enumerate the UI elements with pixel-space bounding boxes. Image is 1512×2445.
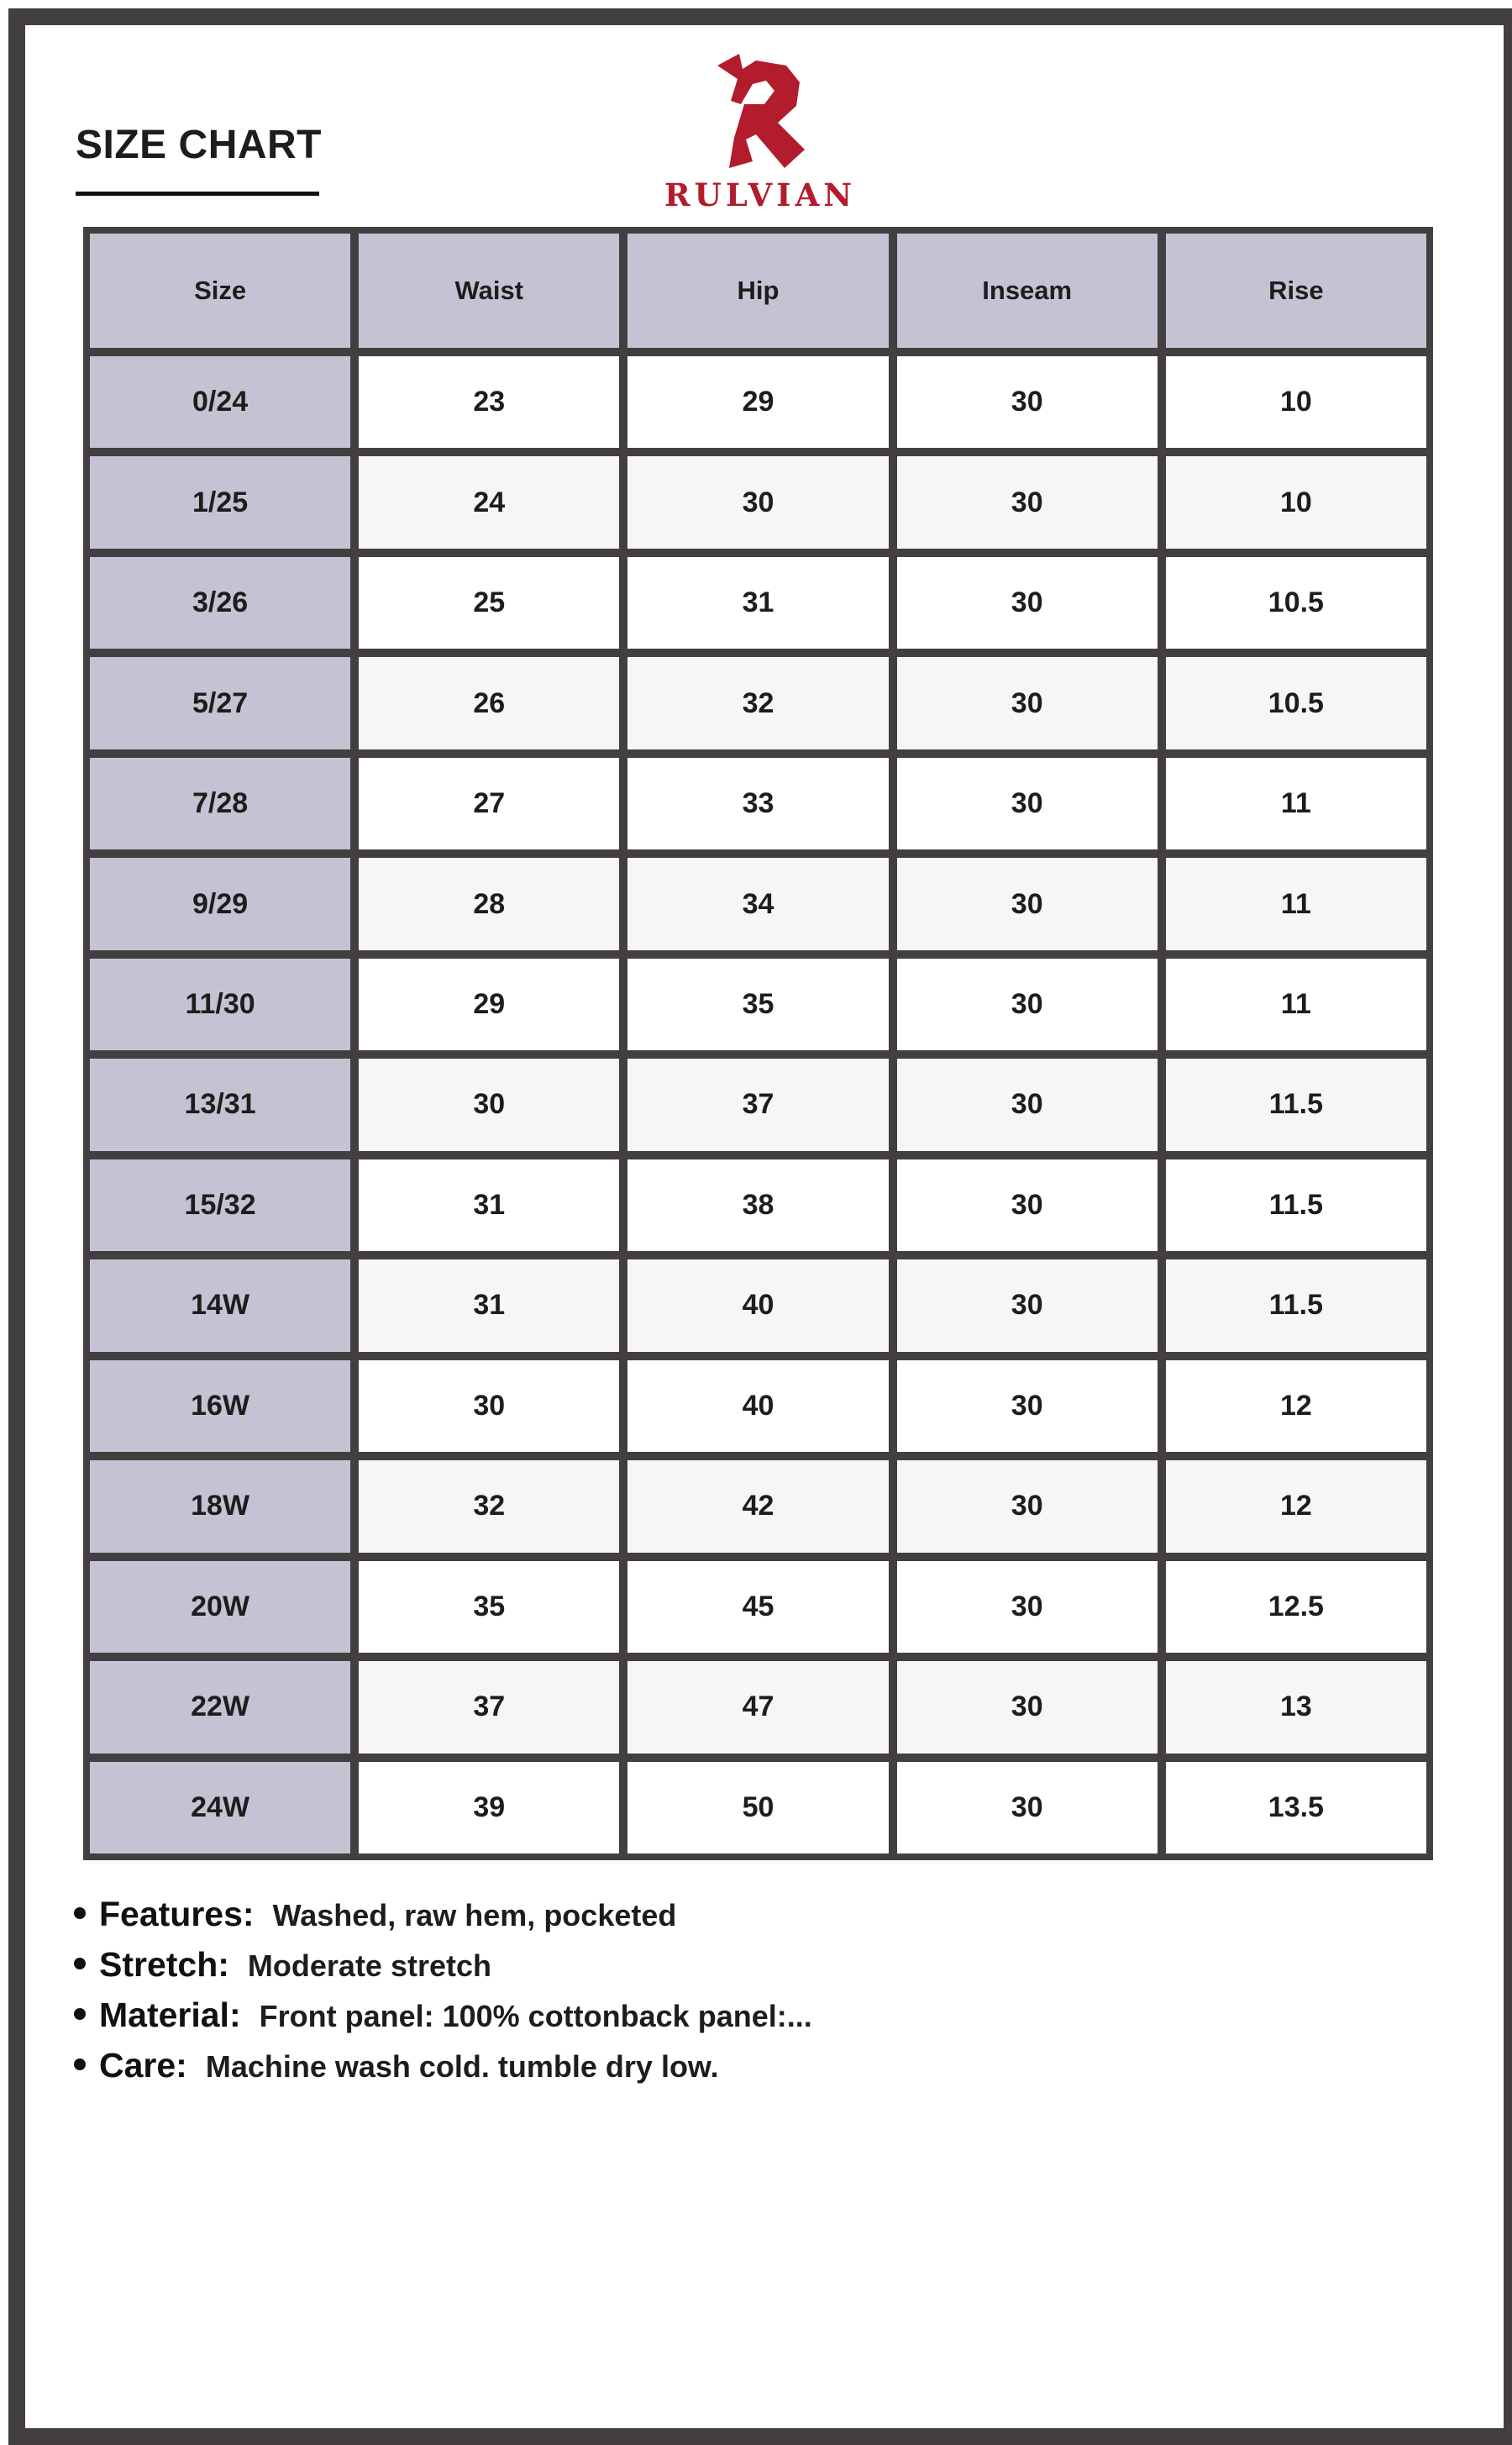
table-cell: 10.5 <box>1166 557 1426 649</box>
table-cell: 38 <box>627 1159 888 1251</box>
table-cell: 26 <box>359 657 619 749</box>
note-label: Features: <box>99 1895 255 1933</box>
size-cell: 13/31 <box>90 1059 350 1150</box>
table-cell: 35 <box>627 959 888 1050</box>
table-cell: 30 <box>359 1059 619 1150</box>
table-cell: 39 <box>359 1762 619 1853</box>
table-cell: 10.5 <box>1166 657 1426 749</box>
table-cell: 30 <box>897 1059 1158 1150</box>
size-cell: 3/26 <box>90 557 350 649</box>
table-cell: 30 <box>897 1159 1158 1251</box>
table-cell: 10 <box>1166 356 1426 448</box>
table-cell: 25 <box>359 557 619 649</box>
size-cell: 5/27 <box>90 657 350 749</box>
table-cell: 47 <box>627 1661 888 1753</box>
table-cell: 33 <box>627 758 888 849</box>
table-cell: 30 <box>897 959 1158 1050</box>
size-cell: 22W <box>90 1661 350 1753</box>
note-value: Machine wash cold. tumble dry low. <box>205 2049 719 2084</box>
table-cell: 37 <box>359 1661 619 1753</box>
table-cell: 35 <box>359 1561 619 1653</box>
size-cell: 20W <box>90 1561 350 1653</box>
table-cell: 11.5 <box>1166 1259 1426 1351</box>
table-cell: 13 <box>1166 1661 1426 1753</box>
brand-logo <box>655 50 865 213</box>
table-cell: 30 <box>897 1561 1158 1653</box>
table-cell: 31 <box>359 1259 619 1351</box>
brand-name: RULVIAN <box>664 176 857 213</box>
table-cell: 30 <box>897 657 1158 749</box>
table-cell: 30 <box>897 1661 1158 1753</box>
table-cell: 11.5 <box>1166 1059 1426 1150</box>
table-cell: 42 <box>627 1460 888 1552</box>
bullet-icon <box>74 1958 86 1969</box>
column-header-inseam: Inseam <box>897 234 1158 348</box>
note-item <box>74 2046 812 2096</box>
table-cell: 13.5 <box>1166 1762 1426 1853</box>
table-cell: 32 <box>627 657 888 749</box>
note-item <box>74 1945 812 1995</box>
table-cell: 40 <box>627 1360 888 1452</box>
table-cell: 30 <box>627 456 888 548</box>
table-cell: 27 <box>359 758 619 849</box>
column-header-waist: Waist <box>359 234 619 348</box>
size-cell: 16W <box>90 1360 350 1452</box>
note-value: Front panel: 100% cottonback panel:... <box>259 1999 812 2033</box>
table-cell: 11.5 <box>1166 1159 1426 1251</box>
size-cell: 11/30 <box>90 959 350 1050</box>
size-cell: 15/32 <box>90 1159 350 1251</box>
column-header-rise: Rise <box>1166 234 1426 348</box>
table-cell: 30 <box>897 456 1158 548</box>
note-label: Material: <box>99 1995 241 2034</box>
title-underline <box>76 192 319 196</box>
product-notes <box>74 1895 812 2096</box>
table-cell: 30 <box>897 858 1158 949</box>
table-cell: 31 <box>627 557 888 649</box>
table-cell: 10 <box>1166 456 1426 548</box>
size-chart-table <box>83 227 1433 1860</box>
bullet-icon <box>74 1907 86 1919</box>
bullet-icon <box>74 2059 86 2070</box>
table-cell: 30 <box>897 1360 1158 1452</box>
table-cell: 24 <box>359 456 619 548</box>
table-cell: 37 <box>627 1059 888 1150</box>
bullet-icon <box>74 2008 86 2020</box>
table-cell: 30 <box>897 356 1158 448</box>
note-label: Care: <box>99 2046 187 2085</box>
table-cell: 23 <box>359 356 619 448</box>
note-item <box>74 1995 812 2046</box>
table-cell: 11 <box>1166 959 1426 1050</box>
r-logo-icon <box>706 50 815 172</box>
size-cell: 0/24 <box>90 356 350 448</box>
table-cell: 34 <box>627 858 888 949</box>
size-cell: 1/25 <box>90 456 350 548</box>
table-cell: 11 <box>1166 758 1426 849</box>
table-cell: 30 <box>897 1762 1158 1853</box>
table-cell: 12 <box>1166 1460 1426 1552</box>
table-cell: 28 <box>359 858 619 949</box>
note-value: Moderate stretch <box>247 1948 491 1983</box>
size-cell: 7/28 <box>90 758 350 849</box>
table-cell: 40 <box>627 1259 888 1351</box>
size-cell: 9/29 <box>90 858 350 949</box>
table-cell: 50 <box>627 1762 888 1853</box>
note-item <box>74 1895 812 1945</box>
table-cell: 12 <box>1166 1360 1426 1452</box>
table-cell: 30 <box>897 1259 1158 1351</box>
table-cell: 11 <box>1166 858 1426 949</box>
table-cell: 29 <box>359 959 619 1050</box>
size-cell: 14W <box>90 1259 350 1351</box>
table-cell: 12.5 <box>1166 1561 1426 1653</box>
note-value: Washed, raw hem, pocketed <box>272 1898 677 1932</box>
note-label: Stretch: <box>99 1945 229 1984</box>
column-header-size: Size <box>90 234 350 348</box>
table-cell: 29 <box>627 356 888 448</box>
table-cell: 30 <box>897 758 1158 849</box>
table-cell: 30 <box>359 1360 619 1452</box>
size-cell: 18W <box>90 1460 350 1552</box>
table-cell: 30 <box>897 557 1158 649</box>
page-title: SIZE CHART <box>76 123 322 167</box>
size-cell: 24W <box>90 1762 350 1853</box>
column-header-hip: Hip <box>627 234 888 348</box>
table-cell: 45 <box>627 1561 888 1653</box>
table-cell: 30 <box>897 1460 1158 1552</box>
table-cell: 31 <box>359 1159 619 1251</box>
table-cell: 32 <box>359 1460 619 1552</box>
